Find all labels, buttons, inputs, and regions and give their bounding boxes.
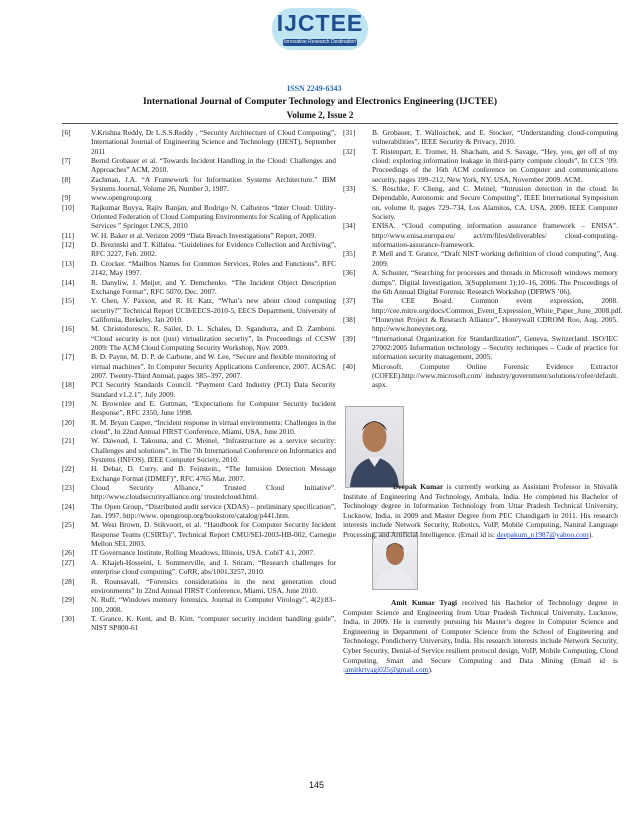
reference-item — [62, 193, 336, 202]
reference-text: M. Christodorescu, R. Sailer, D. L. Schales, D. Sgandurra, and D. Zamboni. “Cloud security is not (just) virtualization security”, In Proceedings of CCSW 2009: The ACM Cloud Computing Security Workshop, Nov. 2009. — [91, 324, 336, 352]
reference-item — [343, 128, 618, 147]
reference-item — [62, 520, 336, 548]
reference-number: [11] — [62, 230, 75, 240]
reference-text: D. Crocker. “Mailbox Names for Common Services, Roles and Functions”, RFC 2142, May 1997. — [91, 258, 336, 278]
reference-text: P. Mell and T. Grance, “Draft NIST working definition of cloud computing”, Aug. 2009. — [372, 249, 618, 268]
reference-text: T. Ristenpart, E. Tromer, H. Shacham, and S. Savage, “Hey, you, get off of my cloud: exploring information leakage in third-party compute clouds”, In CCS ’09: Proceedings of the 16th ACM conference on Computer and communications security, pages 199–212, New York, NY, USA, November 2009. ACM. — [372, 146, 618, 184]
reference-number: [20] — [62, 417, 75, 427]
reference-number: [7] — [62, 156, 71, 166]
reference-number: [37] — [343, 296, 356, 306]
reference-item — [62, 231, 336, 240]
reference-item — [62, 577, 336, 596]
reference-item — [62, 548, 336, 557]
reference-number: [29] — [62, 595, 75, 605]
reference-number: [26] — [62, 548, 75, 558]
reference-number: [18] — [62, 380, 75, 390]
reference-number: [15] — [62, 296, 75, 306]
reference-text: W. Dawoud, I. Takouna, and C. Meinel, “Infrastructure as a service security: Challenges and solutions”, in The 7th International Conference on Informatics and Systems (INFOS). IEEE Computer Society, 2010. — [91, 436, 336, 465]
reference-number: [22] — [62, 464, 75, 474]
reference-number: [9] — [62, 193, 71, 203]
reference-number: [19] — [62, 398, 75, 408]
reference-item — [62, 128, 336, 156]
reference-text: Cloud Security Alliance,” Trusted Cloud Initiative”. http://www.cloudsecurityalliance.org/ trustedcloud.html. — [91, 483, 336, 502]
issn: ISSN 2249-6343 — [287, 84, 342, 93]
author-bio-text: received his Bachelor of Technology degree in Computer Science and Engineering from Uttar Pradesh Technical University, Lucknow, India, in 2009. He is currently pursuing his Master’s degree in Computer Science and Engineering in Department of Computer Science from the School of Engineering and Technology, Pondicherry University, India. His research interests include Network Security, Cyber Security, Denial-of Service resilient protocol design, VoIP, Mobile Computing, Cloud Computing, Smart and Secure Computing and Data Mining (Email id is : — [343, 598, 618, 675]
reference-item — [343, 147, 618, 184]
reference-number: [24] — [62, 501, 75, 511]
reference-number: [13] — [62, 258, 75, 268]
reference-item — [62, 595, 336, 614]
reference-number: [14] — [62, 277, 75, 287]
author-photo-2 — [372, 532, 418, 590]
reference-text: Bernd Grobauer et al. “Towards Incident Handling in the Cloud: Challenges and Approaches” ACM, 2010. — [91, 156, 336, 175]
reference-text: B. Grobauer, T. Walloschek, and E. Stocker, “Understanding cloud-computing vulnerabilities”, IEEE Security & Privacy, 2010. — [372, 128, 618, 147]
reference-item — [62, 296, 336, 324]
reference-item — [62, 278, 336, 297]
reference-item — [343, 184, 618, 221]
reference-number: [30] — [62, 613, 75, 623]
reference-text: The CEE Board. Common event expression, 2008. http://cee.mitre.org/docs/Common_Event_Expression_White_Paper_June_2008.pdf. — [372, 296, 623, 315]
reference-number: [38] — [343, 314, 356, 324]
reference-number: [40] — [343, 361, 356, 371]
reference-item — [343, 362, 618, 390]
journal-logo — [272, 8, 368, 50]
header-rule — [62, 123, 618, 124]
reference-text: R. Rounsavall, “Forensics considerations in the next generation cloud environments” In 22nd Annual FIRST Conference, Miami, USA, June 2010. — [91, 576, 336, 595]
reference-text: Microsoft. Computer Online Forensic Evidence Extractor (COFEE).http://www.microsoft.com/ industry/government/solutions/cofee/default. aspx. — [372, 361, 618, 390]
reference-text: H. Debar, D. Curry, and B. Feinstein., “The Intrusion Detection Message Exchange Format (IDMEF)”, RFC 4765 Mar. 2007. — [91, 464, 336, 483]
reference-text: Y. Chen, V. Paxson, and R. H. Katz, “What’s new about cloud computing security?” Technical Report UCB/EECS-2010-5, EECS Department, University of California, Berkeley, Jan 2010. — [91, 296, 336, 324]
reference-number: [6] — [62, 128, 71, 137]
reference-text: S. Roschke, F. Cheng, and C. Meinel, “Intrusion detection in the cloud. In Dependable, Autonomic and Secure Computing”, IEEE International Symposium on, volume 0, pages 729–734, Los Alamitos, CA, USA, 2009. IEEE Computer Society. — [372, 184, 618, 222]
reference-item — [62, 203, 336, 231]
reference-item — [62, 418, 336, 437]
page-number: 145 — [309, 780, 325, 790]
logo-text: IJCTEE — [276, 10, 364, 36]
reference-number: [39] — [343, 333, 356, 343]
reference-item — [62, 436, 336, 464]
reference-item — [62, 380, 336, 399]
author-email-link[interactable]: amitkrtyagi025@gmail.com — [345, 665, 429, 675]
author-bio-2 — [343, 598, 618, 675]
author-email-link[interactable]: deepakum_n1987@yahoo.com — [496, 529, 589, 539]
reference-number: [25] — [62, 520, 75, 530]
reference-text: N. Ruff, “Windows memory forensics. Journal in Computer Virology”, 4(2):83–100, 2008. — [91, 595, 336, 614]
reference-text: R. Danyliw, J. Meijer, and Y. Demchenko. “The Incident Object Description Exchange Format”, RFC 5070, Dec. 2007. — [91, 277, 336, 296]
reference-text: R. M. Bryan Casper, “Incident response in virtual environments: Challenges in the cloud”, In 22nd Annual FIRST Conference, Miami, USA, June 2010. — [91, 417, 336, 436]
reference-number: [17] — [62, 352, 75, 362]
reference-item — [343, 296, 623, 315]
reference-item — [62, 175, 336, 194]
reference-text: A. Khajeh-Hosseini, I. Sommerville, and I. Sriram, “Research challenges for enterprise cloud computing”. CoRR, abs/1001.3257, 2010. — [91, 557, 336, 577]
author-bio-1 — [343, 482, 618, 540]
references-left-column — [62, 128, 336, 633]
volume-issue: Volume 2, Issue 2 — [286, 110, 354, 120]
logo-tagline: Innovative Research Destination — [284, 39, 356, 45]
reference-item — [62, 614, 336, 633]
reference-number: [10] — [62, 202, 75, 212]
author-bio-text: is currently working as Assistant Professor in Shivalik Institute of Engineering And Technology, Ambala, India. He completed his Bachelor of Technology degree in Information Technology from Uttar Pradesh Technical University, Lucknow, India, in 2009 and Master Degree from PEC Chandigarh in 2011. His research interests include Network Security, Robotics, VoIP, Mobile Computing, Natural Language Processing, and Artificial Intelligence. (Email id is: — [343, 482, 619, 539]
reference-number: [32] — [343, 146, 356, 156]
author-1-portrait-icon — [346, 407, 403, 487]
reference-text: Rajkumar Buyya, Rajiv Ranjan, and Rodrigo N. Calheiros “Inter Cloud: Utility-Oriented Federation of Cloud Computing Environments for Scaling of Application Services ” Springer LNCS, 2010 — [91, 202, 336, 231]
reference-text: V.Krishna Reddy, Dr L.S.S.Reddy , “Security Architecture of Cloud Computing”, International Journal of Engineering Science and Technology (IJEST), September 2011 — [91, 128, 336, 156]
reference-item — [343, 334, 618, 362]
reference-item — [343, 249, 618, 268]
reference-text: www.opengroup.org — [91, 193, 152, 203]
references-right-column — [343, 128, 623, 390]
reference-item — [343, 268, 618, 296]
reference-text: N. Brownlee and E. Guttman, “Expectations for Computer Security Incident Response”, RFC 2350, June 1998. — [91, 398, 336, 418]
reference-number: [8] — [62, 174, 71, 184]
reference-item — [62, 259, 336, 278]
author-name: Amit Kumar Tyagi — [391, 598, 458, 607]
reference-number: [28] — [62, 576, 75, 586]
reference-text: T. Grance, K. Kent, and B. Kim. “computer security incident handling guide”, NIST SP800-61 — [91, 613, 336, 633]
reference-text: Zachman, J.A. “A Framework for Information Systems Architecture.” IBM Systems Journal, Volume 26, Number 3, 1987. — [91, 174, 336, 194]
reference-number: [27] — [62, 557, 75, 567]
reference-text: M. West Brown, D. Stikvoort, et al. “Handbook for Computer Security Incident Response Teams (CSIRTs)”, Technical Report CMU/SEI-2003-HB-002, Carnegie Mellon SEI, 2003. — [91, 520, 336, 549]
reference-text: PCI Security Standards Council. “Payment Card Industry (PCI) Data Security Standard v1.2.1”, July 2009. — [91, 380, 336, 399]
journal-title: International Journal of Computer Technology and Electronics Engineering (IJCTEE) — [142, 96, 498, 107]
reference-number: [21] — [62, 436, 75, 446]
reference-item — [62, 352, 336, 380]
reference-number: [23] — [62, 483, 75, 493]
bio-end: ). — [428, 665, 433, 675]
reference-item — [62, 464, 336, 483]
reference-text: D. Brezinski and T. Killalea. “Guidelines for Evidence Collection and Archiving”, RFC 3227, Feb. 2002. — [91, 240, 336, 259]
reference-item — [343, 315, 618, 334]
reference-number: [12] — [62, 240, 75, 250]
reference-text: ENISA. “Cloud computing information assurance framework – ENISA”. http://www.enisa.europa.eu/ act/rm/files/deliverables/ cloud-computing-information-assurance-framework. — [372, 221, 618, 250]
reference-text: B. D. Payne, M. D. P. de Carbone, and W. Lee, “Secure and flexible monitoring of virtual machines”. In Computer Security Applications Conference, 2007. ACSAC 2007. Twenty-Third Annual, pages 385–397, 2007. — [91, 352, 336, 380]
author-2-portrait-icon — [373, 533, 417, 589]
reference-text: A. Schuster, “Searching for processes and threads in Microsoft windows memory dumps”. Digital Investigation, 3(Supplement 1):10–16, 2006. The Proceedings of the 6th Annual Digital Forensic Research Workshop (DFRWS ’06). — [372, 268, 618, 296]
reference-number: [36] — [343, 268, 356, 278]
reference-item — [62, 324, 336, 352]
author-name: Deepak Kumar — [393, 482, 444, 491]
reference-item — [62, 502, 336, 521]
bio-end: ). — [588, 529, 594, 539]
reference-text: “Honeynet Project & Research Alliance”, Honeywall CDROM Roo, Aug. 2005. http://www.honeynet.org. — [372, 314, 618, 334]
reference-text: The Open Group, “Distributed audit service (XDAS) – preliminary specification”, Jan. 1997. http://www. opengroup.org/bookstore/catalog/p441.htm. — [91, 501, 336, 521]
reference-number: [34] — [343, 221, 356, 231]
author-photo-1 — [345, 406, 404, 488]
reference-item — [62, 399, 336, 418]
reference-number: [16] — [62, 324, 75, 334]
reference-item — [62, 483, 336, 502]
reference-number: [31] — [343, 128, 356, 137]
reference-item — [62, 558, 336, 577]
reference-text: W. H. Baker et al. Verizon 2009 “Data Breach Investigations” Report, 2009. — [91, 230, 316, 240]
reference-item — [62, 156, 336, 175]
reference-number: [35] — [343, 249, 356, 259]
reference-text: “International Organization for Standardization”, Geneva, Switzerland. ISO/IEC 27002:2005 Information technology – Security techniques – Code of practice for information security management, 2005. — [372, 333, 618, 362]
reference-item — [62, 240, 336, 259]
reference-number: [33] — [343, 184, 356, 194]
reference-item — [343, 221, 618, 249]
reference-text: IT Governance Institute, Rolling Meadows, Illinois, USA. CobiT 4.1, 2007. — [91, 548, 315, 558]
